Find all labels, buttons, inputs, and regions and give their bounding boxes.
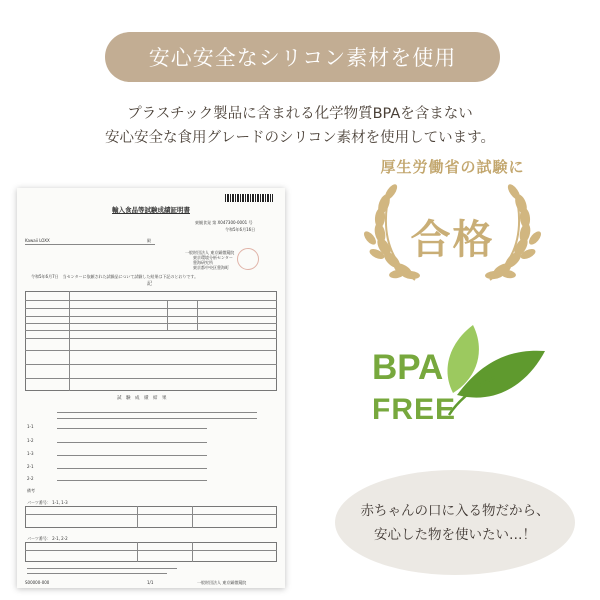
sample-info-table [25,291,277,391]
badge-caption: 厚生労働省の試験に [380,158,525,176]
issuer-line-2: 東京環境分析センター [193,255,233,260]
parts-label-1: パーツ番号： 1-1, 1-3 [27,500,68,505]
parts-label-2: パーツ番号： 2-1, 2-2 [27,536,68,541]
certificate-intro: 令和5年6月7日 当センターに依頼された試験品について試験した結果は下記のとおりです。 [31,274,199,279]
issuer-line-1: 一般財団法人 東京顕微鏡院 [185,250,235,255]
certificate-addressee: Kawaii LOXX [25,238,50,243]
results-table-1 [25,506,277,528]
certificate-addressee-suffix: 殿 [147,238,151,243]
banner-title: 安心安全なシリコン素材を使用 [148,46,457,70]
results-table-2 [25,542,277,562]
intro-text [60,102,540,150]
sample-row-4: 2-1 [27,464,34,469]
barcode-icon [225,194,273,202]
badge-pass-text: 合格 [410,217,495,263]
results-header: 試 験 成 績 結 果 [117,396,167,401]
issuer-line-3: 豊海研究所 [193,260,213,265]
pass-badge [345,150,560,305]
sample-row-1: 1-1 [27,424,34,429]
sample-row-2: 1-2 [27,438,34,443]
test-certificate-document [17,188,285,588]
speech-bubble [335,470,575,575]
certificate-date: 令和5年6月16日 [225,227,256,232]
remarks-label: 備考 [27,488,35,493]
sample-row-5: 2-2 [27,476,34,481]
intro-line-2: 安心安全な食用グレードのシリコン素材を使用しています。 [104,130,496,146]
bpa-free-badge [345,315,560,440]
doc-footer-page: 1/1 [147,580,154,585]
doc-footer-right: 一般財団法人 東京顕微鏡院 [197,580,247,585]
sample-row-3: 1-3 [27,451,34,456]
issuer-line-4: 東京都中央区豊海町 [193,265,229,270]
certificate-number: 東観食発 第 X047300-0001 号 [195,220,253,225]
certificate-ki: 記 [147,281,153,287]
intro-line-1: プラスチック製品に含まれる化学物質BPAを含まない [127,106,473,122]
bubble-line-1: 赤ちゃんの口に入る物だから、 [360,502,550,519]
bpa-text: BPA [372,348,444,387]
doc-footer-left: S00000-000 [25,580,50,585]
bubble-line-2: 安心した物を使いたい…！ [374,526,536,543]
title-banner [105,32,500,82]
certificate-title: 輸入食品等試験成績証明書 [112,206,190,214]
free-text: FREE [372,393,457,426]
